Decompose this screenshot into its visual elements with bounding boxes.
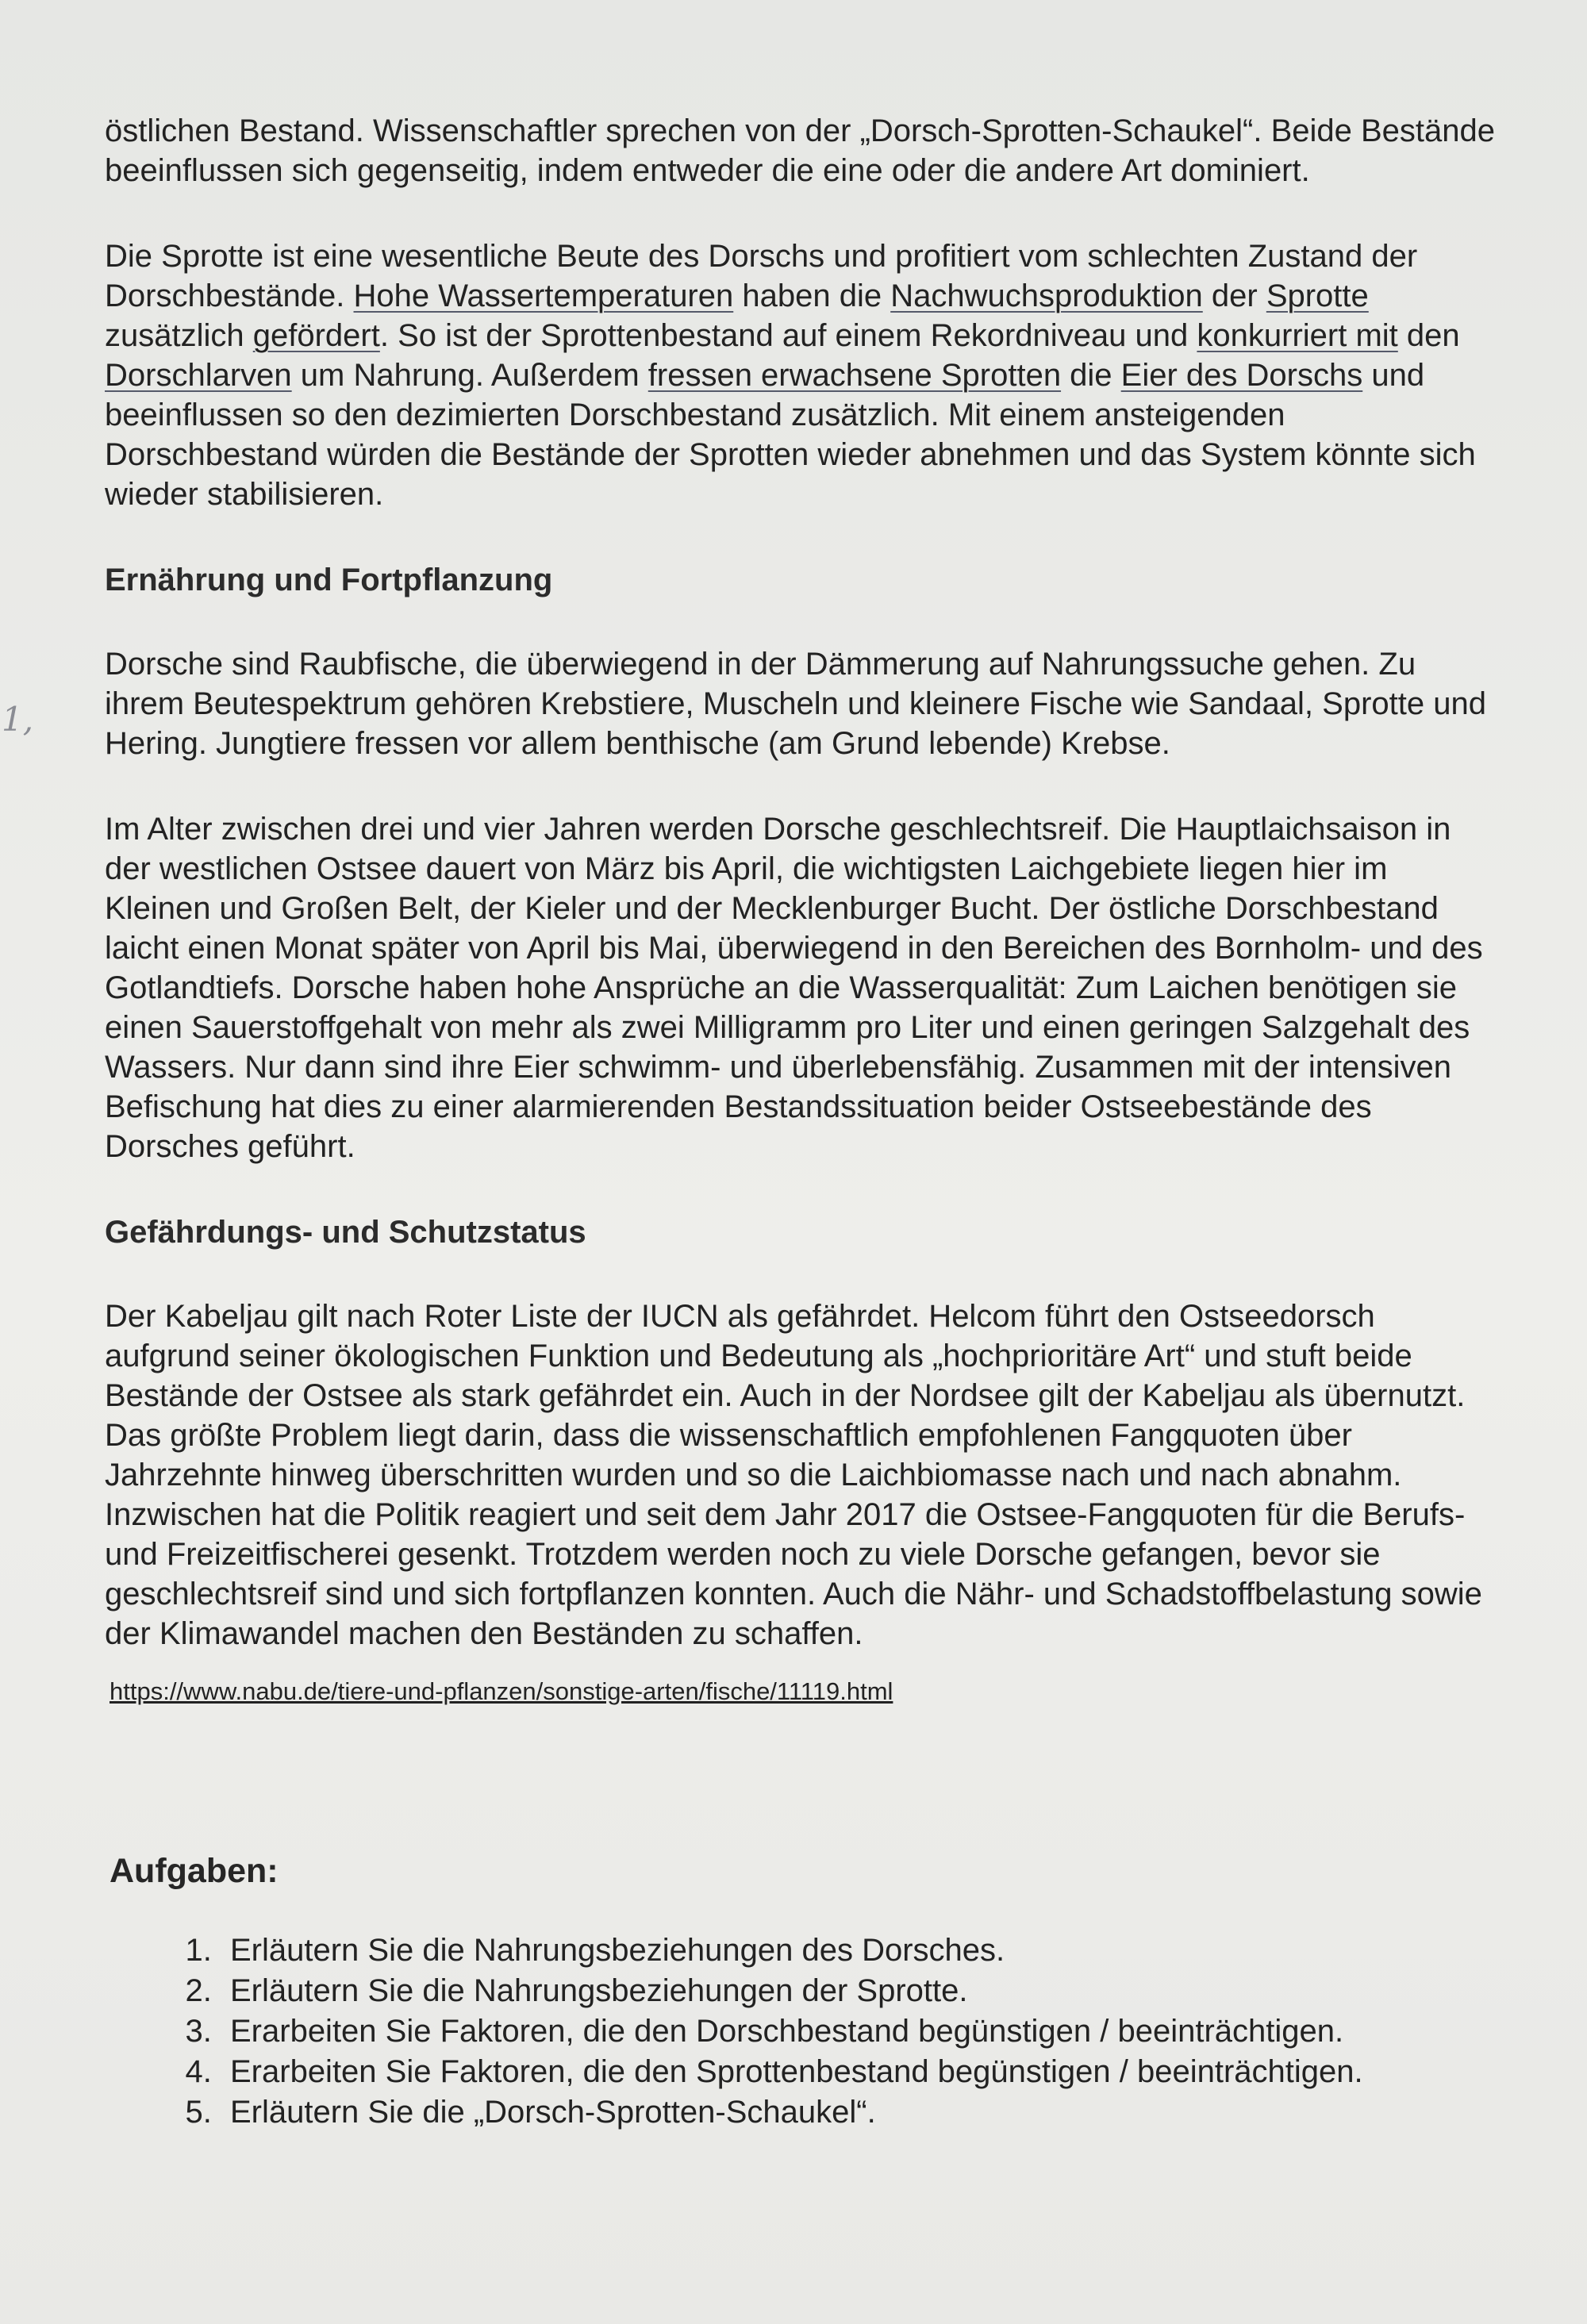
underlined-phrase: Sprotte	[1266, 278, 1369, 313]
underlined-phrase: konkurriert mit	[1197, 318, 1398, 353]
task-item: 5. Erläutern Sie die „Dorsch-Sprotten-Schaukel“.	[221, 2092, 1500, 2133]
paragraph-intro: östlichen Bestand. Wissenschaftler sprechen von der „Dorsch-Sprotten-Schaukel“. Beide Bestände beeinflussen sich gegenseitig, indem entweder die eine oder die andere Art dominiert.	[105, 113, 1496, 188]
paragraph-diet: Dorsche sind Raubfische, die überwiegend in der Dämmerung auf Nahrungssuche gehen. Zu ihrem Beutespektrum gehören Krebstiere, Muscheln und kleinere Fische wie Sandaal, Sprotte und Hering. Jungtiere fressen vor allem benthische (am Grund lebende) Krebse.	[105, 647, 1486, 761]
paragraph-status: Der Kabeljau gilt nach Roter Liste der IUCN als gefährdet. Helcom führt den Ostseedorsch aufgrund seiner ökologischen Funktion und Bedeutung als „hochprioritäre Art“ und stuft beide Bestände der Ostsee als stark gefährdet ein. Auch in der Nordsee gilt der Kabeljau als übernutzt. Das größte Problem liegt darin, dass die wissenschaftlich empfohlenen Fangquoten über Jahrzehnte hinweg überschritten wurden und so die Laichbiomasse nach und nach abnahm. Inzwischen hat die Politik reagiert und seit dem Jahr 2017 die Ostsee-Fangquoten für die Berufs- und Freizeitfischerei gesenkt. Trotzdem werden noch zu viele Dorsche gefangen, bevor sie geschlechtsreif sind und sich fortpflanzen konnten. Auch die Nähr- und Schadstoffbelastung sowie der Klimawandel machen den Beständen zu schaffen.	[105, 1299, 1482, 1651]
text-segment: Die Sprotte ist eine wesentliche Beute des Dorschs und profitiert vom schlechten Zustand der Dorschbestände.	[105, 239, 1418, 313]
task-item: 1. Erläutern Sie die Nahrungsbeziehungen des Dorsches.	[221, 1930, 1500, 1971]
text-segment: der	[1202, 278, 1266, 313]
text-segment: und beeinflussen so den dezimierten Dorschbestand zusätzlich. Mit einem ansteigenden Dorschbestand würden die Bestände der Sprotten wieder abnehmen und das System könnte sich wieder stabilisieren.	[105, 358, 1476, 512]
text-segment: haben die	[733, 278, 891, 313]
text-segment: um Nahrung. Außerdem	[291, 358, 648, 393]
text-segment: die	[1061, 358, 1121, 393]
task-item: 2. Erläutern Sie die Nahrungsbeziehungen der Sprotte.	[221, 1971, 1500, 2011]
text-segment: den	[1397, 318, 1460, 353]
underlined-phrase: Dorschlarven	[105, 358, 292, 393]
source-link[interactable]: https://www.nabu.de/tiere-und-pflanzen/sonstige-arten/fische/11119.html	[110, 1677, 893, 1705]
task-list	[105, 1930, 1500, 2133]
task-item: 4. Erarbeiten Sie Faktoren, die den Sprottenbestand begünstigen / beeinträchtigen.	[221, 2052, 1500, 2092]
underlined-phrase: Hohe Wassertemperaturen	[353, 278, 734, 313]
paragraph-reproduction: Im Alter zwischen drei und vier Jahren werden Dorsche geschlechtsreif. Die Hauptlaichsaison in der westlichen Ostsee dauert von März bis April, die wichtigsten Laichgebiete liegen hier im Kleinen und Großen Belt, der Kieler und der Mecklenburger Bucht. Der östliche Dorschbestand laicht einen Monat später von April bis Mai, überwiegend in den Bereichen des Bornholm- und des Gotlandtiefs. Dorsche haben hohe Ansprüche an die Wasserqualität: Zum Laichen benötigen sie einen Sauerstoffgehalt von mehr als zwei Milligramm pro Liter und einen geringen Salzgehalt des Wassers. Nur dann sind ihre Eier schwimm- und überlebensfähig. Zusammen mit der intensiven Befischung hat dies zu einer alarmierenden Bestandssituation beider Ostseebestände des Dorsches geführt.	[105, 812, 1483, 1164]
underlined-phrase: Nachwuchsproduktion	[890, 278, 1203, 313]
underlined-phrase: fressen erwachsene Sprotten	[647, 358, 1062, 393]
handwritten-margin-note: 1,	[2, 700, 34, 739]
text-segment: zusätzlich	[105, 318, 253, 353]
text-segment: . So ist der Sprottenbestand auf einem Rekordniveau und	[379, 318, 1197, 353]
underlined-phrase: Eier des Dorschs	[1120, 358, 1363, 393]
section-heading-nutrition: Ernährung und Fortpflanzung	[105, 563, 553, 597]
underlined-phrase: gefördert	[252, 318, 380, 353]
tasks-title: Aufgaben:	[110, 1852, 279, 1890]
section-heading-status: Gefährdungs- und Schutzstatus	[105, 1215, 586, 1250]
paragraph-sprotte	[105, 236, 1500, 514]
task-item: 3. Erarbeiten Sie Faktoren, die den Dorschbestand begünstigen / beeinträchtigen.	[221, 2011, 1500, 2052]
